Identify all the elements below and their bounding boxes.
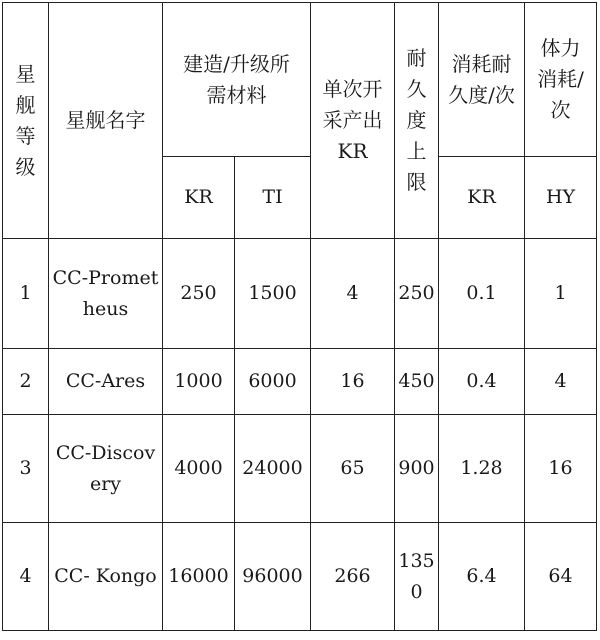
cell-name: CC-Prometheus (49, 239, 163, 349)
cell-kr: 4000 (163, 415, 235, 523)
table-row (3, 239, 597, 349)
cell-hy: 1 (525, 239, 597, 349)
cell-ti: 24000 (235, 415, 311, 523)
header-build-materials: 建造/升级所需材料 (163, 3, 311, 157)
cell-durability-cost: 6.4 (439, 523, 525, 631)
cell-output: 4 (311, 239, 395, 349)
header-durability-cost: 消耗耐久度/次 (439, 3, 525, 157)
header-row-1 (3, 3, 597, 157)
cell-durability: 450 (395, 349, 439, 415)
header-level: 星舰等级 (3, 3, 49, 239)
cell-durability-cost: 1.28 (439, 415, 525, 523)
cell-level: 1 (3, 239, 49, 349)
starship-table (2, 2, 597, 631)
cell-hy: 4 (525, 349, 597, 415)
table-row (3, 415, 597, 523)
cell-level: 3 (3, 415, 49, 523)
table-row (3, 523, 597, 631)
cell-ti: 1500 (235, 239, 311, 349)
header-kr-cost: KR (439, 157, 525, 239)
cell-durability: 900 (395, 415, 439, 523)
header-stamina-cost: 体力消耗/次 (525, 3, 597, 157)
cell-output: 65 (311, 415, 395, 523)
cell-name: CC-Discovery (49, 415, 163, 523)
cell-kr: 250 (163, 239, 235, 349)
header-name: 星舰名字 (49, 3, 163, 239)
cell-kr: 16000 (163, 523, 235, 631)
cell-hy: 64 (525, 523, 597, 631)
cell-name: CC-Ares (49, 349, 163, 415)
cell-durability-cost: 0.4 (439, 349, 525, 415)
cell-level: 2 (3, 349, 49, 415)
cell-ti: 96000 (235, 523, 311, 631)
header-hy: HY (525, 157, 597, 239)
header-durability-max: 耐久度上限 (395, 3, 439, 239)
cell-durability: 250 (395, 239, 439, 349)
cell-kr: 1000 (163, 349, 235, 415)
table-row (3, 349, 597, 415)
cell-output: 266 (311, 523, 395, 631)
cell-durability: 1350 (395, 523, 439, 631)
header-output: 单次开采产出KR (311, 3, 395, 239)
cell-name: CC- Kongo (49, 523, 163, 631)
cell-output: 16 (311, 349, 395, 415)
cell-hy: 16 (525, 415, 597, 523)
header-ti: TI (235, 157, 311, 239)
header-kr: KR (163, 157, 235, 239)
cell-ti: 6000 (235, 349, 311, 415)
cell-durability-cost: 0.1 (439, 239, 525, 349)
cell-level: 4 (3, 523, 49, 631)
